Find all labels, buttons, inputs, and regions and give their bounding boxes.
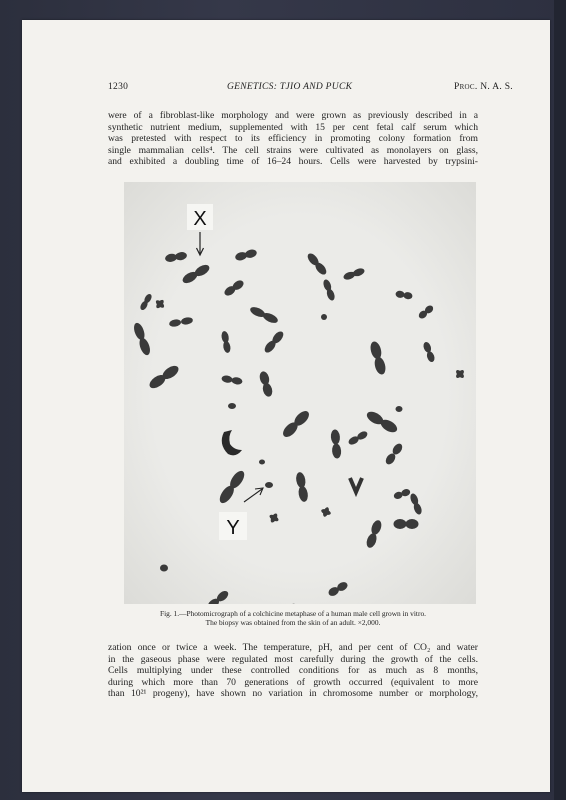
text-line: than 10²¹ progeny), have shown no variation in chromosome number or morphology, [108, 688, 478, 700]
text-line: and exhibited a doubling time of 16–24 hours. Cells were harvested by trypsini- [108, 156, 478, 168]
running-title: GENETICS: TJIO AND PUCK [227, 82, 353, 92]
text-line: were of a fibroblast-like morphology and were grown as previously described in a [108, 110, 478, 121]
figure-caption [108, 609, 478, 627]
body-paragraph-bottom [108, 642, 478, 700]
x-chromosome-label: X [193, 208, 207, 230]
text-line: during which more than 70 generations of growth occurred (equivalent to more [108, 676, 478, 688]
caption-line: Fig. 1.—Photomicrograph of a colchicine metaphase of a human male cell grown in vitro. [160, 609, 426, 618]
journal-page [22, 20, 550, 792]
text-line: synthetic nutrient medium, supplemented with 15 per cent fetal calf serum which [108, 121, 478, 133]
text-line: was pretested with respect to its efficiency in promoting colony formation from [108, 133, 478, 145]
journal-name: Proc. N. A. S. [454, 82, 513, 92]
text-line: zation once or twice a week. The temperature, pH, and per cent of CO₂ and water [108, 642, 478, 653]
text-line: in the gaseous phase were regulated most carefully during the growth of the cells. [108, 653, 478, 665]
body-paragraph-top [108, 110, 478, 168]
text-line: Cells multiplying under these controlled conditions for as much as 8 months, [108, 665, 478, 677]
scan-edge [554, 0, 566, 800]
text-line: single mammalian cells⁴. The cell strains were cultivated as monolayers on glass, [108, 144, 478, 156]
chromosome-photomicrograph [124, 182, 476, 604]
page-number: 1230 [108, 82, 129, 92]
y-chromosome-label: Y [226, 517, 240, 539]
chromosome-spread-image [124, 182, 476, 604]
caption-line: The biopsy was obtained from the skin of an adult. ×2,000. [205, 618, 381, 627]
